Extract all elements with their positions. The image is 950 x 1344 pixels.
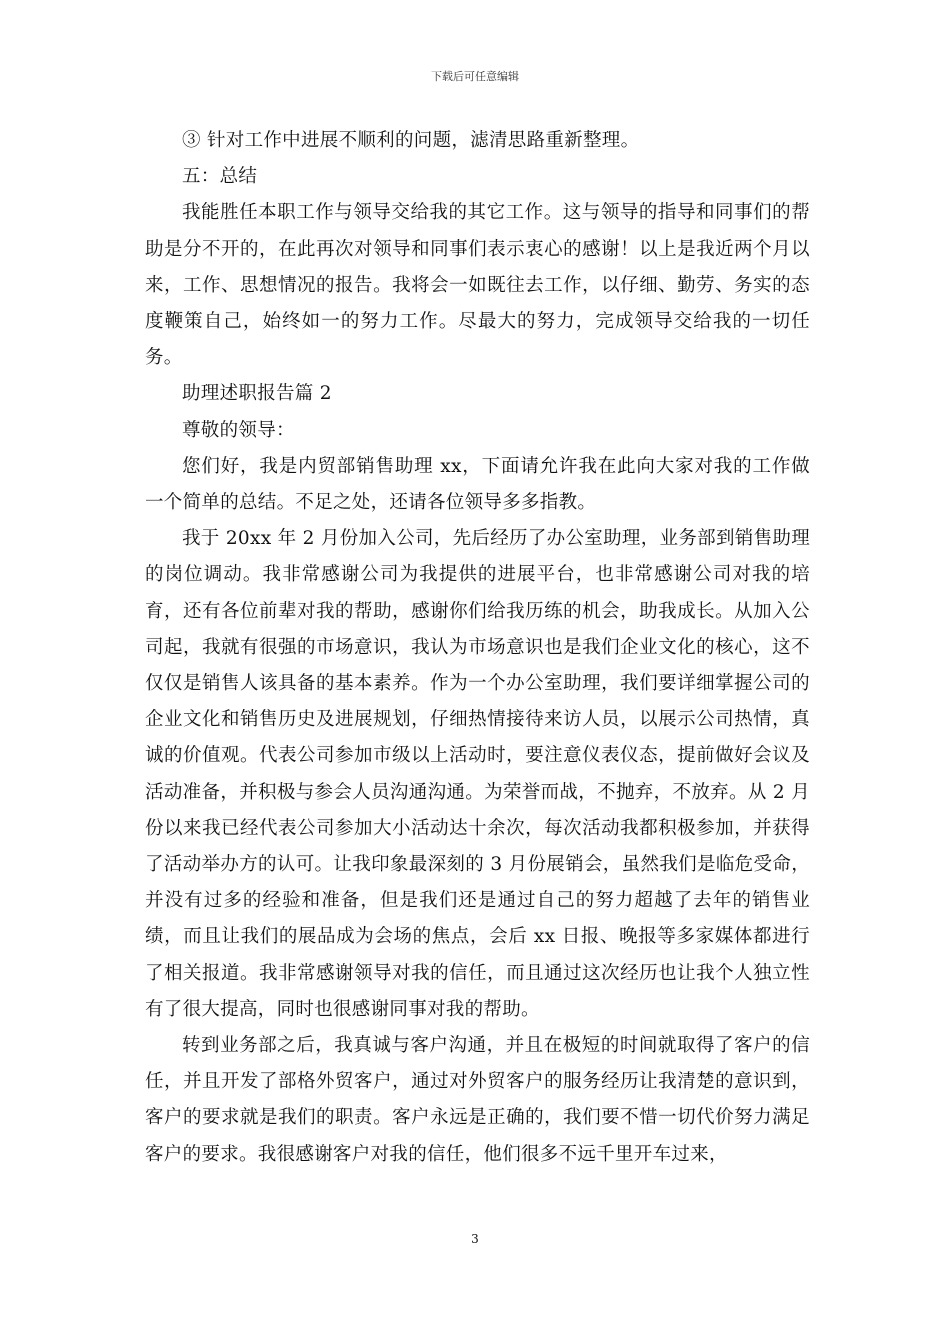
- page-header: 下载后可任意编辑: [431, 70, 519, 83]
- page-number: 3: [471, 1232, 479, 1246]
- paragraph: 您们好，我是内贸部销售助理 xx，下面请允许我在此向大家对我的工作做一个简单的总结。不足之处，还请各位领导多多指教。: [145, 455, 810, 514]
- section-heading: 五：总结: [182, 166, 258, 188]
- salutation: 尊敬的领导：: [182, 419, 295, 441]
- document-body: [145, 123, 810, 1173]
- paragraph: 我于 20xx 年 2 月份加入公司，先后经历了办公室助理，业务部到销售助理的岗位调动。我非常感谢公司为我提供的进展平台，也非常感谢公司对我的培育，还有各位前辈对我的帮助，感谢你们给我历练的机会，助我成长。从加入公司起，我就有很强的市场意识，我认为市场意识也是我们企业文化的核心，这不仅仅是销售人该具备的基本素养。作为一个办公室助理，我们要详细掌握公司的企业文化和销售历史及进展规划，仔细热情接待来访人员，以展示公司热情，真诚的价值观。代表公司参加市级以上活动时，要注意仪表仪态，提前做好会议及活动准备，并积极与参会人员沟通沟通。为荣誉而战，不抛弃，不放弃。从 2 月份以来我已经代表公司参加大小活动达十余次，每次活动我都积极参加，并获得了活动举办方的认可。让我印象最深刻的 3 月份展销会，虽然我们是临危受命，并没有过多的经验和准备，但是我们还是通过自己的努力超越了去年的销售业绩，而且让我们的展品成为会场的焦点，会后 xx 日报、晚报等多家媒体都进行了相关报道。我非常感谢领导对我的信任，而且通过这次经历也让我个人独立性有了很大提高，同时也很感谢同事对我的帮助。: [145, 528, 810, 1020]
- paragraph: ③ 针对工作中进展不顺利的问题，滤清思路重新整理。: [182, 130, 640, 151]
- section-heading: 助理述职报告篇 2: [182, 383, 332, 405]
- paragraph: 我能胜任本职工作与领导交给我的其它工作。这与领导的指导和同事们的帮助是分不开的，在此再次对领导和同事们表示衷心的感谢！以上是我近两个月以来，工作、思想情况的报告。我将会一如既往去工作，以仔细、勤劳、务实的态度鞭策自己，始终如一的努力工作。尽最大的努力，完成领导交给我的一切任务。: [145, 202, 810, 369]
- paragraph: 转到业务部之后，我真诚与客户沟通，并且在极短的时间就取得了客户的信任，并且开发了部格外贸客户，通过对外贸客户的服务经历让我清楚的意识到，客户的要求就是我们的职责。客户永远是正确的，我们要不惜一切代价努力满足客户的要求。我很感谢客户对我的信任，他们很多不远千里开车过来，: [145, 1035, 810, 1165]
